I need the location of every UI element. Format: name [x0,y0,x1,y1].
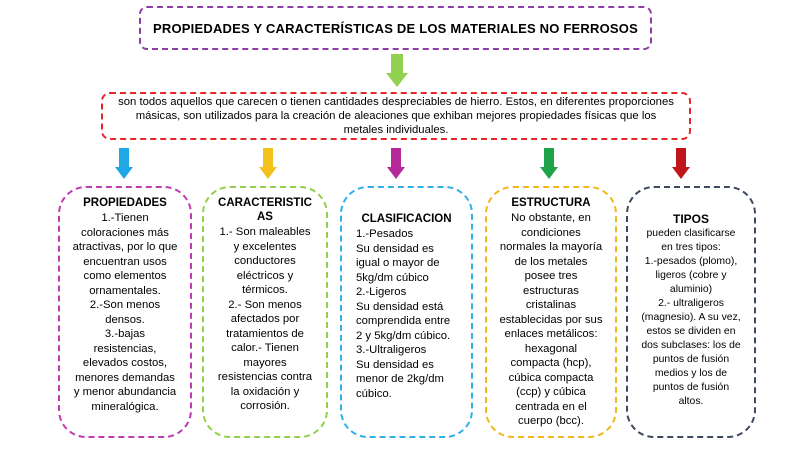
intro-text: son todos aquellos que carecen o tienen cantidades despreciables de hierro. Estos, en diferentes proporciones másicas, son utilizados para la creación de aleaciones que exhiban mejores propiedades físicas que los metales individuales. [118,96,674,136]
column-text-clasificacion: 1.-Pesados Su densidad es igual o mayor de 5kg/dm cúbico 2.-Ligeros Su densidad está comprendida entre 2 y 5kg/dm cúbico. 3.-Ultraligeros Su densidad es menor de 2kg/dm cúbico. [356,228,451,400]
column-heading-caracteristicas: CARACTERISTICAS [218,197,312,223]
column-tipos [626,186,756,438]
down-arrow-estructura [540,148,558,180]
down-arrow-main [386,54,408,88]
title-box [139,6,652,50]
down-arrow-tipos [672,148,690,180]
down-arrow-clasificacion [387,148,405,180]
column-estructura [485,186,617,438]
column-propiedades [58,186,192,438]
column-heading-propiedades: PROPIEDADES [83,197,167,209]
down-arrow-main-shape [386,54,408,87]
down-arrow-caracteristicas [259,148,277,180]
diagram-title: PROPIEDADES Y CARACTERÍSTICAS DE LOS MATERIALES NO FERROSOS [153,20,638,36]
column-text-caracteristicas: 1.- Son maleables y excelentes conductores eléctricos y térmicos. 2.- Son menos afectados por tratamientos de calor.- Tienen mayores resistencias contra la oxidación y corrosión. [217,226,313,412]
column-text-tipos: pueden clasificarse en tres tipos: 1.-pesados (plomo), ligeros (cobre y aluminio) 2.- ultraligeros (magnesio). A su vez, estos se dividen en dos subclases: los de puntos de fusión medios y los de puntos de fusión altos. [641,228,741,407]
column-heading-clasificacion: CLASIFICACION [361,213,452,225]
column-text-propiedades: 1.-Tienen coloraciones más atractivas, por lo que encuentran usos como elementos ornamentales. 2.-Son menos densos. 3.-bajas resistencias, elevados costos, menores demandas y menor abundancia mineralógica. [72,212,178,413]
column-text-estructura: No obstante, en condiciones normales la mayoría de los metales posee tres estructuras cristalinas establecidas por sus enlaces metálicos: hexagonal compacta (hcp), cúbica compacta (ccp) y cúbica centrada en el cuerpo (bcc). [499,212,603,427]
column-heading-estructura: ESTRUCTURA [511,197,591,209]
column-clasificacion [340,186,473,438]
column-caracteristicas [202,186,328,438]
intro-box [101,92,691,140]
column-heading-tipos: TIPOS [672,212,709,226]
down-arrow-propiedades [115,148,133,180]
